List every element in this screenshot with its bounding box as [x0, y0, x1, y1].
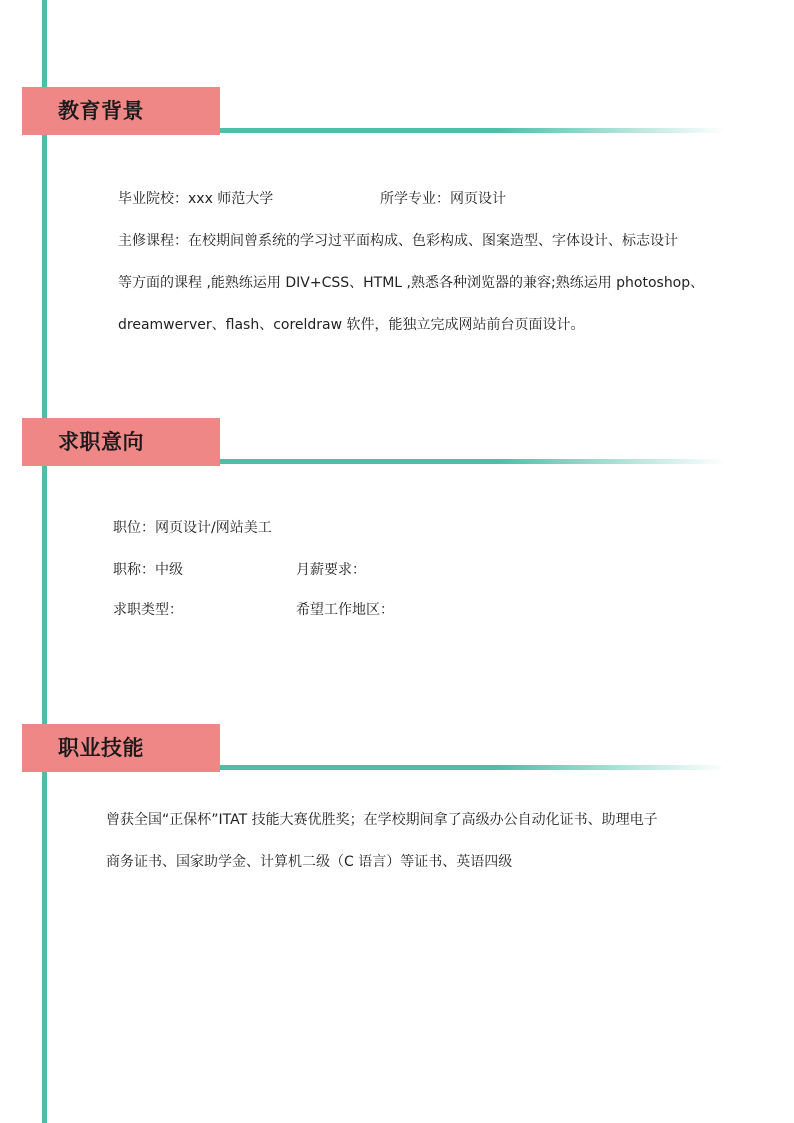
major-value: 网页设计 — [450, 191, 506, 207]
school-value: xxx 师范大学 — [188, 191, 274, 207]
position-field: 职位：网页设计/网站美工 — [113, 520, 272, 536]
section-header-skills — [0, 724, 794, 774]
school-field — [118, 189, 273, 209]
major-field — [380, 189, 506, 209]
major-label: 所学专业： — [380, 191, 450, 207]
section-divider — [220, 128, 725, 133]
left-accent-line — [42, 0, 47, 1123]
section-title-skills: 职业技能 — [58, 736, 144, 760]
job-type-field: 求职类型： — [113, 602, 183, 618]
courses-line-3: dreamwerver、flash、coreldraw 软件，能独立完成网站前台页面设计。 — [118, 317, 585, 333]
section-title-education: 教育背景 — [58, 99, 144, 123]
section-divider — [220, 459, 725, 464]
section-header-education — [0, 87, 794, 137]
courses-line-1: 主修课程：在校期间曾系统的学习过平面构成、色彩构成、图案造型、字体设计、标志设计 — [118, 233, 678, 249]
section-header-intent — [0, 418, 794, 468]
rank-field: 职称：中级 — [113, 562, 183, 578]
area-field: 希望工作地区： — [296, 602, 394, 618]
courses-line-2: 等方面的课程 ,能熟练运用 DIV+CSS、HTML ,熟悉各种浏览器的兼容;熟练运用 photoshop、 — [118, 275, 705, 291]
salary-field: 月薪要求： — [296, 562, 366, 578]
skills-line-2: 商务证书、国家助学金、计算机二级（C 语言）等证书、英语四级 — [106, 854, 513, 870]
school-label: 毕业院校： — [118, 191, 188, 207]
skills-line-1: 曾获全国“正保杯”ITAT 技能大赛优胜奖；在学校期间拿了高级办公自动化证书、助理电子 — [106, 812, 658, 828]
section-title-intent: 求职意向 — [58, 430, 144, 454]
section-divider — [220, 765, 725, 770]
